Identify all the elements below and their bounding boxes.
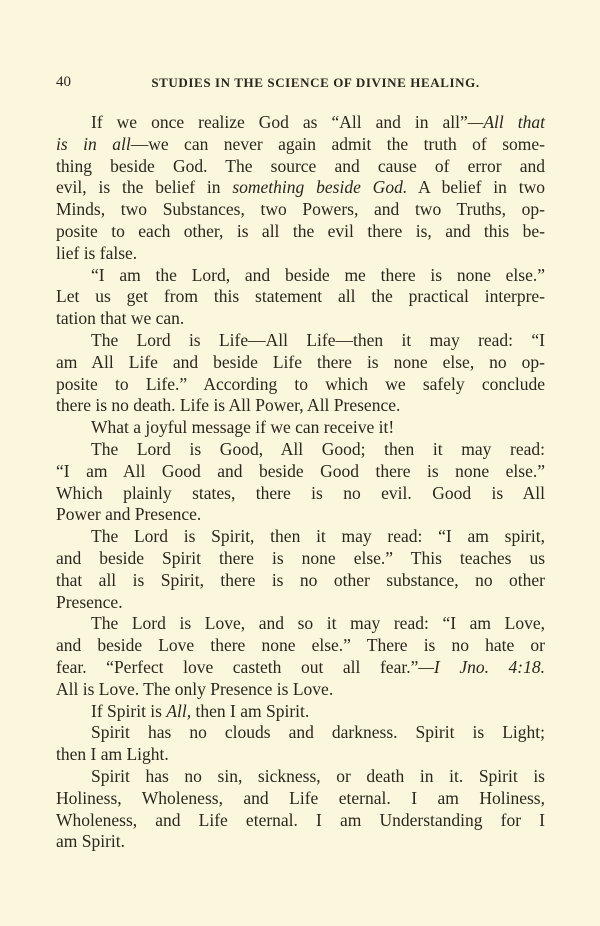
- text-line: [56, 177, 545, 199]
- text-line: [56, 526, 545, 548]
- text-line: [56, 679, 545, 701]
- text-line: [56, 657, 545, 679]
- text-line: [56, 744, 545, 766]
- text-segment: If Spirit is: [91, 700, 167, 721]
- italic-text: something beside God.: [232, 177, 408, 198]
- text-line: [56, 156, 545, 178]
- text-segment: posite to Life.” According to which we safely conclude: [56, 373, 545, 394]
- text-line: [56, 439, 545, 461]
- text-segment: thing beside God. The source and cause of error and: [56, 155, 545, 176]
- text-line: [56, 374, 545, 396]
- text-segment: Presence.: [56, 591, 123, 612]
- text-line: [56, 613, 545, 635]
- text-segment: Which plainly states, there is no evil. Good is All: [56, 482, 545, 503]
- text-segment: evil, is the belief in: [56, 177, 233, 198]
- page-header: [56, 74, 545, 94]
- text-segment: and beside Spirit there is none else.” This teaches us: [56, 547, 545, 568]
- text-segment: “I am the Lord, and beside me there is none else.”: [91, 264, 545, 285]
- text-segment: The Lord is Love, and so it may read: “I am Love,: [91, 613, 545, 634]
- text-segment: then I am Spirit.: [191, 700, 310, 721]
- text-segment: “I am All Good and beside Good there is none else.”: [56, 460, 545, 481]
- text-line: [56, 286, 545, 308]
- text-segment: The Lord is Spirit, then it may read: “I am spirit,: [91, 526, 545, 547]
- italic-text: —All that: [467, 112, 546, 132]
- italic-text: —I Jno. 4:18.: [418, 656, 546, 677]
- text-line: [56, 788, 545, 810]
- text-segment: —we can never again admit the truth of some-: [130, 133, 545, 154]
- text-segment: Minds, two Substances, two Powers, and two Truths, op-: [56, 199, 545, 220]
- text-segment: The Lord is Good, All Good; then it may read:: [91, 438, 545, 459]
- text-line: [56, 635, 545, 657]
- text-segment: Spirit has no sin, sickness, or death in it. Spirit is: [91, 765, 545, 786]
- page-number: 40: [56, 74, 71, 90]
- text-segment: am Spirit.: [56, 831, 126, 852]
- text-segment: If we once realize God as “All and in all”: [91, 112, 468, 132]
- italic-text: is in all: [56, 133, 131, 154]
- text-line: [56, 504, 545, 526]
- text-segment: Holiness, Wholeness, and Life eternal. I am Holiness,: [56, 787, 545, 808]
- text-segment: All is Love. The only Presence is Love.: [56, 678, 334, 699]
- text-line: [56, 831, 545, 853]
- text-line: [56, 134, 545, 156]
- text-segment: A belief in two: [407, 177, 545, 198]
- text-line: [56, 722, 545, 744]
- text-segment: tation that we can.: [56, 308, 185, 329]
- page-body-text: [56, 112, 545, 853]
- text-segment: What a joyful message if we can receive it!: [91, 417, 395, 438]
- running-title: STUDIES IN THE SCIENCE OF DIVINE HEALING.: [151, 75, 480, 90]
- text-line: [56, 352, 545, 374]
- text-segment: The Lord is Life—All Life—then it may read: “I: [91, 329, 545, 350]
- text-line: [56, 395, 545, 417]
- text-segment: Let us get from this statement all the practical interpre-: [56, 286, 545, 307]
- text-line: [56, 221, 545, 243]
- text-line: [56, 330, 545, 352]
- text-line: [56, 199, 545, 221]
- text-segment: fear. “Perfect love casteth out all fear.”: [56, 656, 419, 677]
- text-segment: posite to each other, is all the evil there is, and this be-: [56, 220, 545, 241]
- text-segment: lief is false.: [56, 242, 138, 263]
- text-segment: then I am Light.: [56, 744, 169, 765]
- text-segment: that all is Spirit, there is no other substance, no other: [56, 569, 545, 590]
- text-segment: there is no death. Life is All Power, All Presence.: [56, 395, 401, 416]
- text-segment: Power and Presence.: [56, 504, 202, 525]
- italic-text: All,: [166, 700, 192, 721]
- text-line: [56, 766, 545, 788]
- text-line: [56, 112, 545, 134]
- text-line: [56, 570, 545, 592]
- text-segment: Wholeness, and Life eternal. I am Understanding for I: [56, 809, 545, 830]
- text-line: [56, 461, 545, 483]
- text-line: [56, 810, 545, 832]
- text-line: [56, 417, 545, 439]
- text-line: [56, 592, 545, 614]
- text-line: [56, 701, 545, 723]
- text-line: [56, 483, 545, 505]
- text-line: [56, 265, 545, 287]
- text-segment: am All Life and beside Life there is none else, no op-: [56, 351, 545, 372]
- text-line: [56, 243, 545, 265]
- text-line: [56, 548, 545, 570]
- text-segment: and beside Love there none else.” There is no hate or: [56, 635, 545, 656]
- text-line: [56, 308, 545, 330]
- text-segment: Spirit has no clouds and darkness. Spirit is Light;: [91, 722, 545, 743]
